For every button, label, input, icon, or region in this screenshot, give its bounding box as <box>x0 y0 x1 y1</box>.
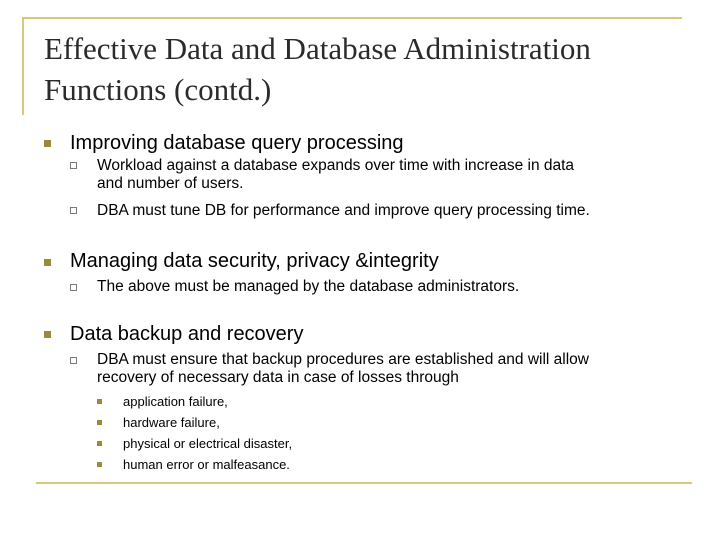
sub-bullet-text: The above must be managed by the database administrators. <box>97 278 520 295</box>
top-rule <box>22 17 682 19</box>
hollow-square-bullet-icon <box>70 357 77 364</box>
left-rule <box>22 17 24 115</box>
hollow-square-bullet-icon <box>70 207 77 214</box>
sub-bullet-text: DBA must tune DB for performance and improve query processing time. <box>97 202 590 219</box>
sub-bullet-text: Workload against a database expands over time with increase in data <box>97 157 575 174</box>
hollow-square-bullet-icon <box>70 284 77 291</box>
small-square-bullet-icon <box>97 462 102 467</box>
square-bullet-icon <box>44 259 51 266</box>
list-item: human error or malfeasance. <box>123 457 290 472</box>
bullet-text: Improving database query processing <box>70 132 404 154</box>
slide-title <box>44 28 684 110</box>
hollow-square-bullet-icon <box>70 162 77 169</box>
title-line-1: Effective Data and Database Administration <box>44 31 591 66</box>
sub-bullet-text-cont: recovery of necessary data in case of losses through <box>97 369 459 386</box>
square-bullet-icon <box>44 140 51 147</box>
bottom-rule <box>36 482 692 484</box>
square-bullet-icon <box>44 331 51 338</box>
small-square-bullet-icon <box>97 420 102 425</box>
bullet-text: Data backup and recovery <box>70 323 304 345</box>
list-item: physical or electrical disaster, <box>123 436 293 451</box>
small-square-bullet-icon <box>97 399 102 404</box>
small-square-bullet-icon <box>97 441 102 446</box>
title-line-2: Functions (contd.) <box>44 72 272 107</box>
list-item: application failure, <box>123 394 228 409</box>
sub-bullet-text-cont: and number of users. <box>97 175 244 192</box>
sub-bullet-text: DBA must ensure that backup procedures are established and will allow <box>97 351 589 368</box>
list-item: hardware failure, <box>123 415 220 430</box>
bullet-text: Managing data security, privacy &integrity <box>70 250 439 272</box>
